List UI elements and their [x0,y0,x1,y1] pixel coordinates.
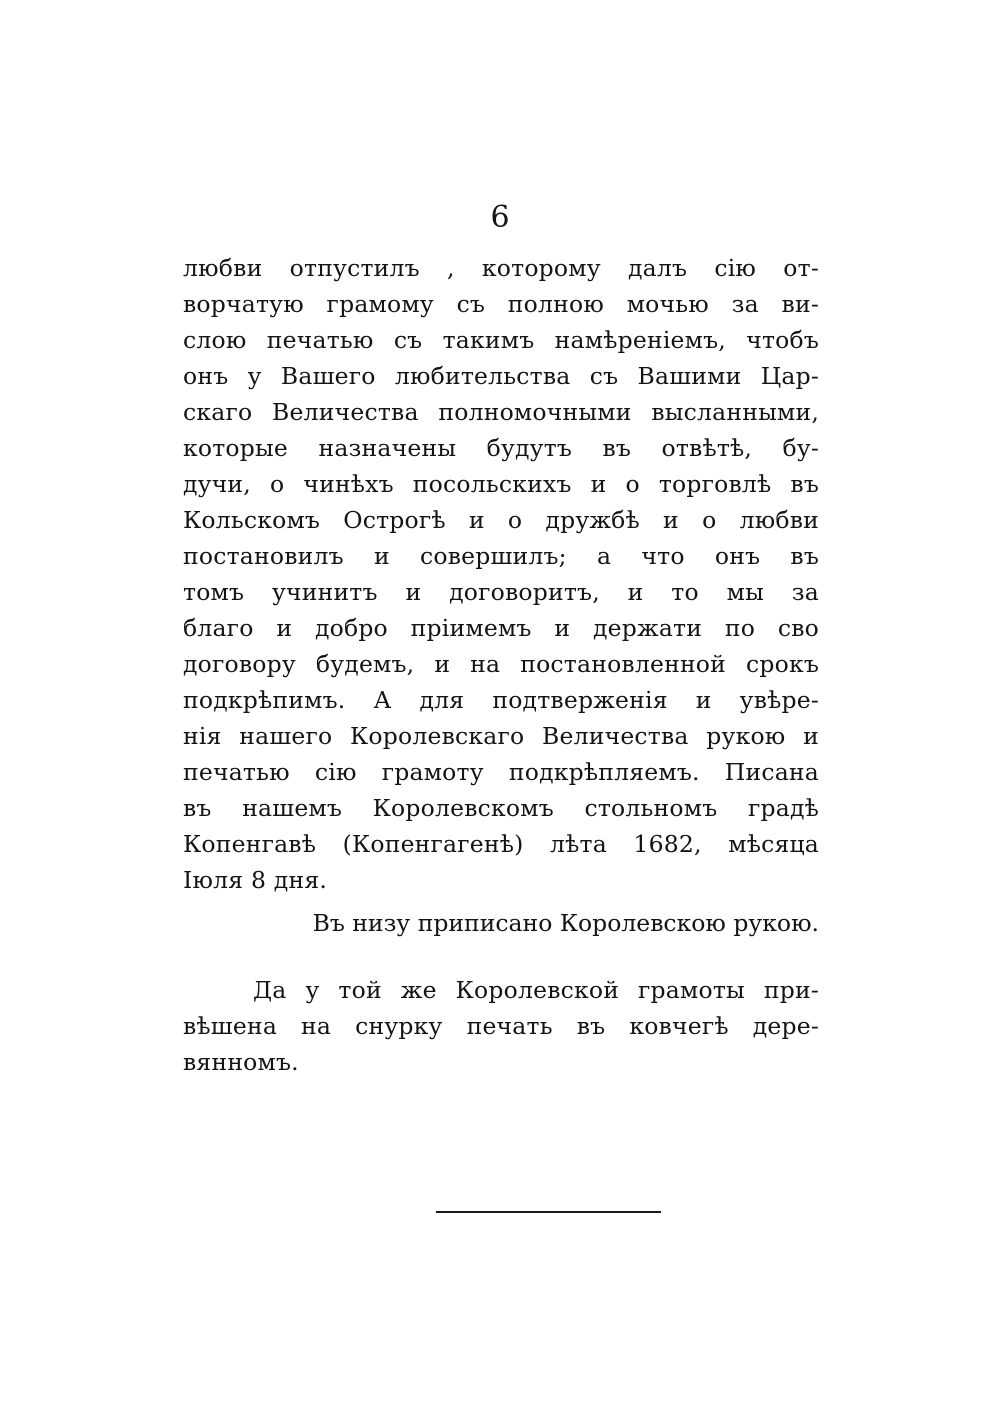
text-line: слою печатью съ такимъ намѣренiемъ, чтобъ [183,326,819,354]
page-number: 6 [490,200,510,235]
text-line: постановилъ и совершилъ; а что онъ въ [183,542,819,570]
signature-note: Въ низу приписано Королевскою рукою. [312,909,819,937]
text-line: онъ у Вашего любительства съ Вашими Цар- [183,362,819,390]
seal-line: вѣшена на снурку печать въ ковчегѣ дере- [183,1012,819,1040]
text-line: любви отпустилъ , которому далъ сiю от- [183,254,819,282]
seal-line: Да у той же Королевской грамоты при- [253,976,819,1004]
seal-note [183,972,819,1080]
text-line: нiя нашего Королевскаго Величества рукою и [183,722,819,750]
text-line: Копенгавѣ (Копенгагенѣ) лѣта 1682, мѣсяца [183,830,819,858]
seal-line: вянномъ. [183,1048,299,1076]
text-line: договору будемъ, и на постановленной срокъ [183,650,819,678]
text-line: печатью сiю грамоту подкрѣпляемъ. Писана [183,758,819,786]
text-line: подкрѣпимъ. А для подтверженiя и увѣре- [183,686,819,714]
text-line: Кольскомъ Острогѣ и о дружбѣ и о любви [183,506,819,534]
text-line: которые назначены будутъ въ отвѣтѣ, бу- [183,434,819,462]
closing-rule [436,1211,661,1213]
text-line: дучи, о чинѣхъ посольскихъ и о торговлѣ въ [183,470,819,498]
main-text [183,250,819,898]
text-line: благо и добро прiимемъ и держати по сво [183,614,819,642]
text-line: томъ учинитъ и договоритъ, и то мы за [183,578,819,606]
text-line: Iюля 8 дня. [183,866,328,894]
text-line: ворчатую грамому съ полною мочью за ви- [183,290,819,318]
text-line: въ нашемъ Королевскомъ стольномъ градѣ [183,794,819,822]
text-line: скаго Величества полномочными высланными, [183,398,819,426]
